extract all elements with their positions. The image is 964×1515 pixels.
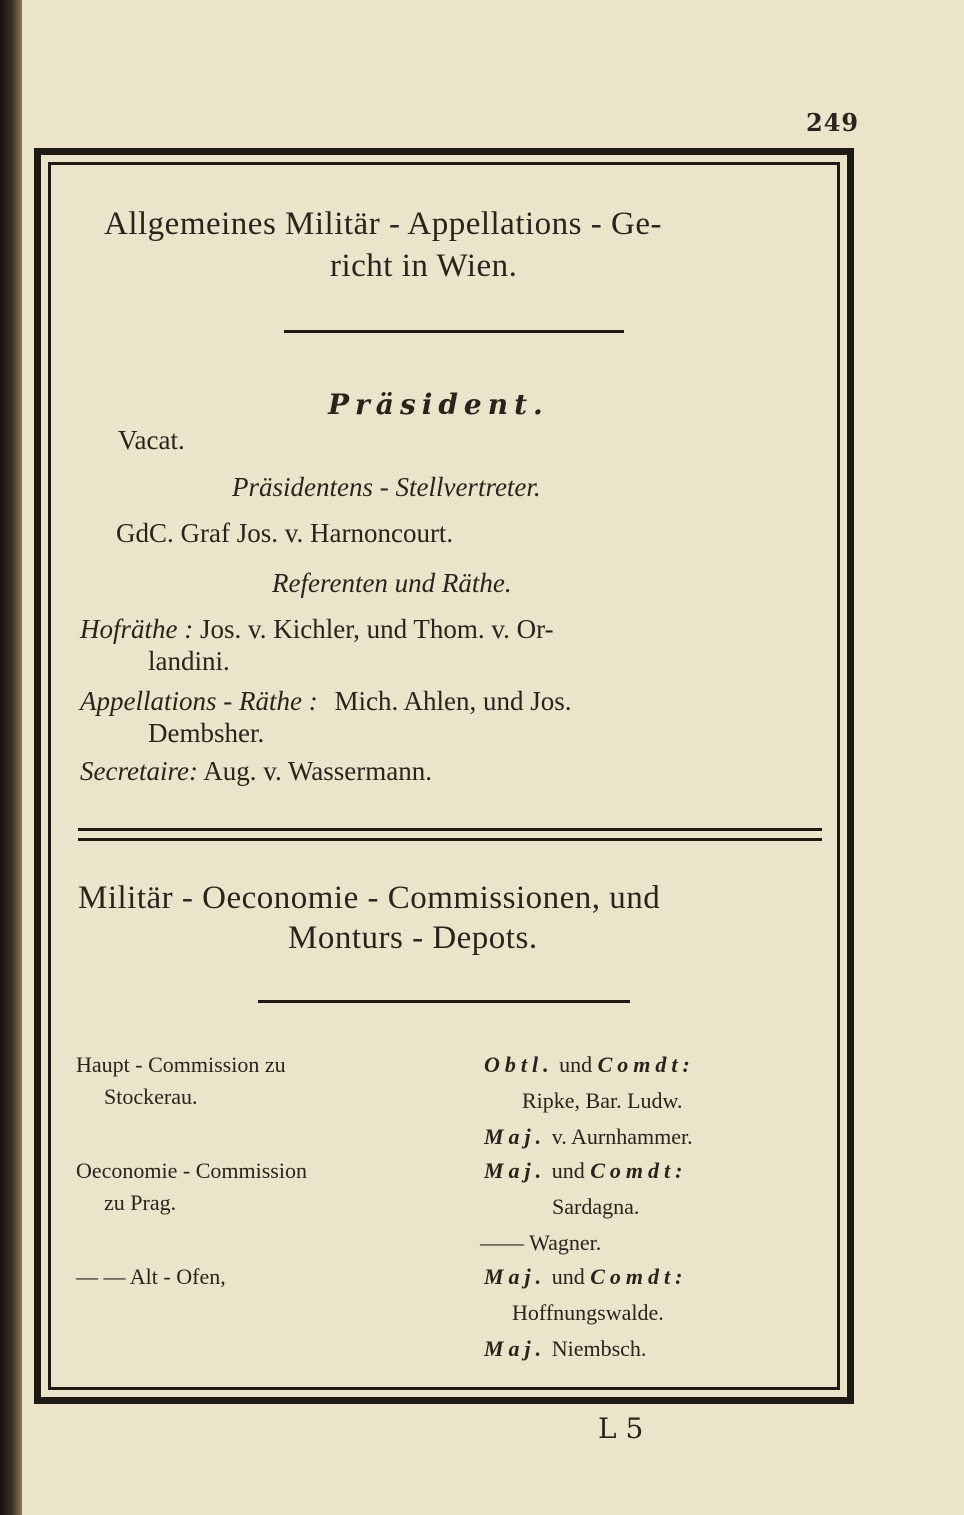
r1-name: Ripke, Bar. Ludw. — [522, 1088, 683, 1113]
president-value: Vacat. — [118, 425, 185, 455]
r6-name: Niembsch. — [551, 1336, 647, 1361]
section-divider-bottom — [78, 838, 822, 841]
section2-title-line1: Militär - Oeconomie - Commissionen, und — [78, 880, 661, 916]
left-entry1-line1: Haupt - Commission zu — [76, 1052, 286, 1077]
referents-heading: Referenten und Räthe. — [272, 568, 512, 598]
left-entry2-line1: Oeconomie - Commission — [76, 1158, 307, 1183]
hofraethe-value-line1: Jos. v. Kichler, und Thom. v. Or- — [199, 614, 554, 644]
secretaire-entry — [80, 756, 432, 787]
r4-name: —— Wagner. — [480, 1230, 602, 1255]
appellations-entry — [80, 686, 571, 717]
appellations-label: Appellations - Räthe : — [80, 686, 318, 716]
left-entry1-line2: Stockerau. — [104, 1084, 198, 1109]
page-number: 249 — [806, 108, 860, 137]
president-heading: Präsident. — [328, 388, 549, 421]
hofraethe-entry — [80, 614, 554, 645]
footer-signature: L 5 — [598, 1412, 644, 1445]
right-row5 — [484, 1264, 687, 1290]
right-row3 — [484, 1158, 687, 1184]
deputy-heading: Präsidentens - Stellvertreter. — [232, 472, 541, 502]
section2-title-rule — [258, 1000, 630, 1003]
appellations-value-line1: Mich. Ahlen, und Jos. — [334, 686, 572, 716]
right-row1 — [484, 1052, 695, 1078]
section1-title-rule — [284, 330, 624, 333]
r1-und: und — [559, 1052, 593, 1077]
hofraethe-value-line2: landini. — [148, 646, 230, 676]
book-spine — [0, 0, 22, 1515]
r5-rank: Maj. — [484, 1264, 547, 1289]
r5-name: Hoffnungswalde. — [512, 1300, 664, 1325]
section1-title-line1: Allgemeines Militär - Appellations - Ge- — [104, 206, 662, 242]
r2-name: v. Aurnhammer. — [551, 1124, 693, 1149]
r5-role: Comdt: — [590, 1264, 688, 1289]
appellations-value-line2: Dembsher. — [148, 718, 265, 748]
right-row6 — [484, 1336, 646, 1362]
section-divider-top — [78, 828, 822, 831]
deputy-value: GdC. Graf Jos. v. Harnoncourt. — [116, 518, 454, 548]
r5-und: und — [551, 1264, 585, 1289]
section1-title-line2: richt in Wien. — [330, 248, 518, 284]
r3-name: Sardagna. — [552, 1194, 640, 1219]
hofraethe-label: Hofräthe : — [80, 614, 194, 644]
section2-title-line2: Monturs - Depots. — [288, 920, 538, 956]
r6-rank: Maj. — [484, 1336, 547, 1361]
r1-role: Comdt: — [597, 1052, 695, 1077]
r1-rank: Obtl. — [484, 1052, 554, 1077]
secretaire-label: Secretaire: — [80, 756, 198, 786]
r3-role: Comdt: — [590, 1158, 688, 1183]
left-entry2-line2: zu Prag. — [104, 1190, 177, 1215]
secretaire-value: Aug. v. Wassermann. — [203, 756, 433, 786]
right-row2 — [484, 1124, 693, 1150]
r2-rank: Maj. — [484, 1124, 547, 1149]
r3-rank: Maj. — [484, 1158, 547, 1183]
left-entry3: — — Alt - Ofen, — [76, 1264, 226, 1289]
r3-und: und — [551, 1158, 585, 1183]
